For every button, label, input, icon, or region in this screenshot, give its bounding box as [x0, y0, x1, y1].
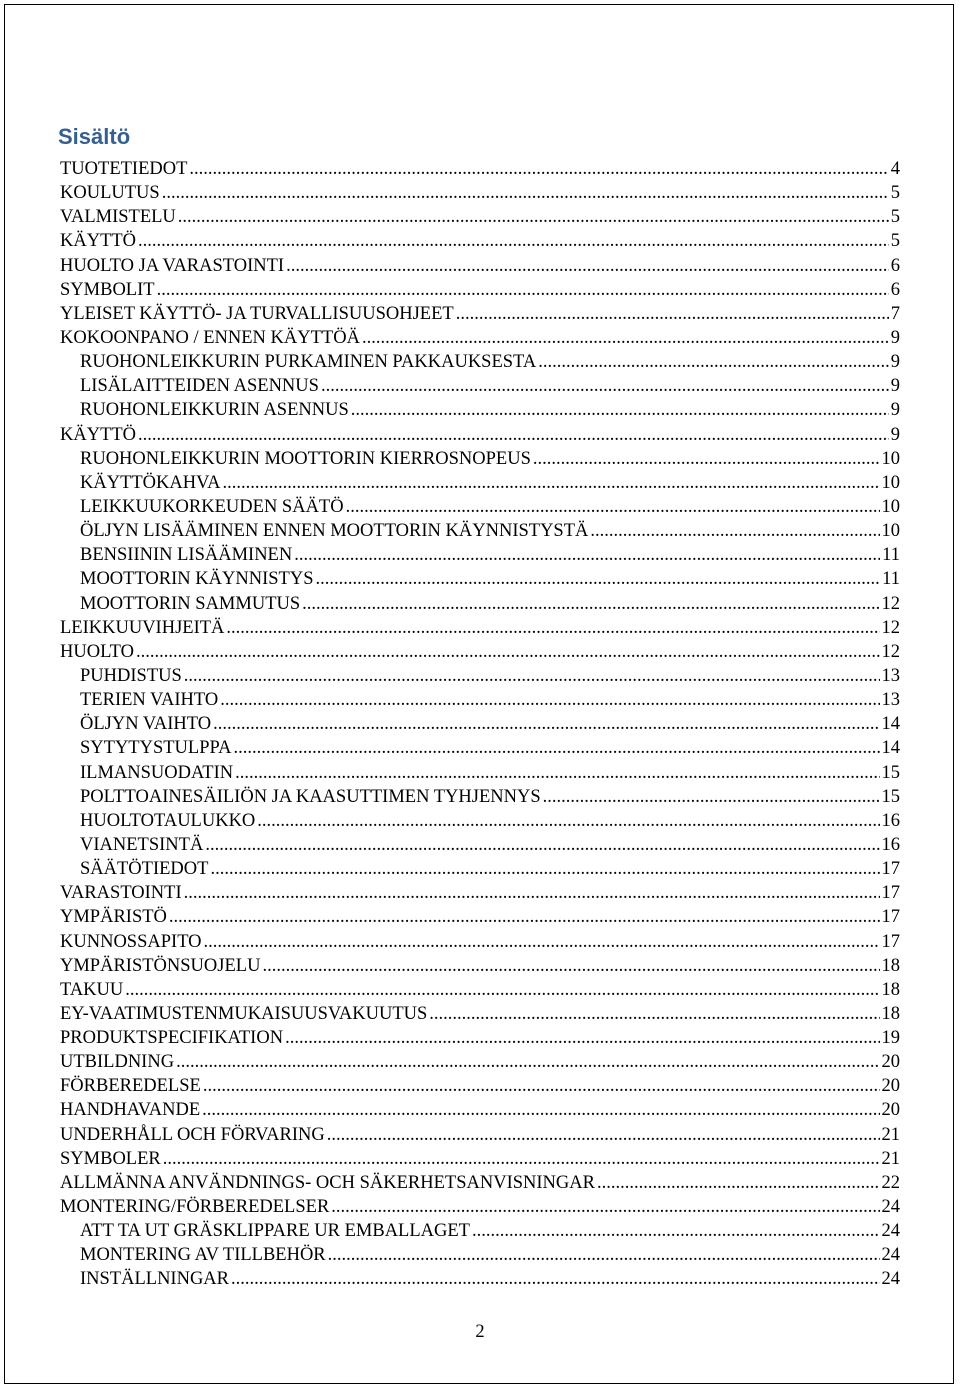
toc-entry-label: BENSIININ LISÄÄMINEN	[80, 545, 293, 566]
toc-dot-leader	[346, 495, 880, 519]
toc-entry-page: 19	[881, 1028, 900, 1049]
toc-dot-leader	[302, 592, 879, 616]
toc-entry-label: ILMANSUODATIN	[80, 762, 234, 783]
toc-dot-leader	[163, 1147, 880, 1171]
toc-entry-page: 6	[890, 255, 900, 276]
toc-entry-page: 14	[881, 714, 900, 735]
toc-entry-page: 17	[881, 907, 900, 928]
toc-entry[interactable]	[60, 423, 900, 447]
toc-entry-label: MOOTTORIN KÄYNNISTYS	[80, 569, 314, 590]
toc-entry[interactable]	[60, 592, 900, 616]
toc-entry-page: 15	[881, 762, 900, 783]
toc-entry-label: ATT TA UT GRÄSKLIPPARE UR EMBALLAGET	[80, 1221, 470, 1242]
toc-dot-leader	[213, 712, 879, 736]
toc-dot-leader	[456, 302, 889, 326]
toc-entry-label: RUOHONLEIKKURIN ASENNUS	[80, 400, 349, 421]
toc-entry-page: 18	[881, 979, 900, 1000]
toc-entry-page: 24	[881, 1269, 900, 1290]
toc-entry-page: 24	[881, 1197, 900, 1218]
toc-dot-leader	[429, 1002, 879, 1026]
toc-entry[interactable]	[60, 1050, 900, 1074]
toc-entry[interactable]	[60, 567, 900, 591]
toc-dot-leader	[590, 519, 879, 543]
toc-entry-page: 24	[881, 1245, 900, 1266]
toc-entry[interactable]	[60, 1026, 900, 1050]
toc-dot-leader	[138, 229, 889, 253]
toc-dot-leader	[138, 423, 889, 447]
toc-entry-label: KOULUTUS	[60, 183, 160, 204]
toc-entry-page: 10	[881, 448, 900, 469]
toc-dot-leader	[257, 809, 879, 833]
toc-entry[interactable]	[60, 1171, 900, 1195]
toc-entry-page: 17	[881, 931, 900, 952]
toc-dot-leader	[184, 881, 880, 905]
toc-entry[interactable]	[60, 833, 900, 857]
toc-entry-page: 10	[881, 521, 900, 542]
toc-entry-label: SYMBOLIT	[60, 279, 155, 300]
toc-dot-leader	[362, 326, 889, 350]
toc-dot-leader	[472, 1219, 880, 1243]
toc-entry-page: 18	[881, 955, 900, 976]
toc-dot-leader	[262, 954, 879, 978]
toc-entry-label: ÖLJYN LISÄÄMINEN ENNEN MOOTTORIN KÄYNNISTYSTÄ	[80, 521, 589, 542]
toc-dot-leader	[226, 616, 879, 640]
toc-entry-label: TAKUU	[60, 979, 124, 1000]
toc-entry[interactable]	[60, 978, 900, 1002]
toc-entry[interactable]	[60, 857, 900, 881]
toc-entry-label: FÖRBEREDELSE	[60, 1076, 201, 1097]
toc-dot-leader	[157, 278, 889, 302]
toc-entry-label: ÖLJYN VAIHTO	[80, 714, 212, 735]
toc-entry[interactable]	[60, 229, 900, 253]
toc-entry-label: SYTYTYSTULPPA	[80, 738, 232, 759]
toc-dot-leader	[204, 930, 880, 954]
toc-entry-page: 9	[890, 424, 900, 445]
toc-dot-leader	[203, 1074, 880, 1098]
toc-entry-page: 5	[890, 207, 900, 228]
toc-entry[interactable]	[60, 205, 900, 229]
toc-dot-leader	[327, 1123, 880, 1147]
toc-entry-label: MONTERING AV TILLBEHÖR	[80, 1245, 326, 1266]
toc-entry-page: 9	[890, 352, 900, 373]
toc-dot-leader	[285, 1026, 879, 1050]
toc-entry[interactable]	[60, 374, 900, 398]
toc-entry[interactable]	[60, 278, 900, 302]
toc-entry[interactable]	[60, 447, 900, 471]
toc-entry[interactable]	[60, 1267, 900, 1291]
toc-entry-label: KOKOONPANO / ENNEN KÄYTTÖÄ	[60, 327, 360, 348]
toc-entry-label: LISÄLAITTEIDEN ASENNUS	[80, 376, 319, 397]
toc-dot-leader	[331, 1195, 879, 1219]
toc-dot-leader	[328, 1243, 880, 1267]
toc-entry[interactable]	[60, 736, 900, 760]
toc-entry-label: KUNNOSSAPITO	[60, 931, 202, 952]
toc-entry-page: 20	[881, 1052, 900, 1073]
toc-entry-label: SYMBOLER	[60, 1148, 161, 1169]
toc-dot-leader	[189, 157, 888, 181]
toc-dot-leader	[176, 1050, 879, 1074]
toc-entry-page: 11	[882, 545, 900, 566]
toc-entry[interactable]	[60, 254, 900, 278]
toc-dot-leader	[543, 785, 880, 809]
toc-entry[interactable]	[60, 616, 900, 640]
toc-entry-label: ALLMÄNNA ANVÄNDNINGS- OCH SÄKERHETSANVISNINGAR	[60, 1172, 595, 1193]
toc-dot-leader	[222, 471, 879, 495]
toc-entry[interactable]	[60, 350, 900, 374]
toc-entry-page: 12	[881, 641, 900, 662]
toc-entry-label: UNDERHÅLL OCH FÖRVARING	[60, 1124, 325, 1145]
toc-entry-page: 17	[881, 859, 900, 880]
toc-entry-page: 10	[881, 496, 900, 517]
toc-entry-page: 10	[881, 472, 900, 493]
toc-dot-leader	[233, 736, 879, 760]
toc-entry-page: 9	[890, 327, 900, 348]
toc-entry[interactable]	[60, 302, 900, 326]
toc-entry-label: EY-VAATIMUSTENMUKAISUUSVAKUUTUS	[60, 1003, 428, 1024]
toc-entry-page: 18	[881, 1003, 900, 1024]
toc-entry[interactable]	[60, 495, 900, 519]
toc-dot-leader	[235, 761, 879, 785]
toc-entry-page: 17	[881, 883, 900, 904]
toc-entry-label: KÄYTTÖ	[60, 231, 137, 252]
toc-entry-page: 21	[881, 1124, 900, 1145]
toc-entry-page: 20	[881, 1100, 900, 1121]
toc-entry[interactable]	[60, 1074, 900, 1098]
toc-entry[interactable]	[60, 664, 900, 688]
toc-dot-leader	[125, 978, 879, 1002]
toc-entry[interactable]	[60, 1219, 900, 1243]
toc-entry-label: SÄÄTÖTIEDOT	[80, 859, 209, 880]
toc-entry[interactable]	[60, 181, 900, 205]
toc-entry-page: 5	[890, 231, 900, 252]
toc-entry-label: YLEISET KÄYTTÖ- JA TURVALLISUUSOHJEET	[60, 303, 454, 324]
toc-entry[interactable]	[60, 326, 900, 350]
toc-entry[interactable]	[60, 1243, 900, 1267]
toc-entry-label: YMPÄRISTÖNSUOJELU	[60, 955, 261, 976]
toc-entry[interactable]	[60, 785, 900, 809]
toc-entry-label: RUOHONLEIKKURIN MOOTTORIN KIERROSNOPEUS	[80, 448, 531, 469]
toc-entry-page: 14	[881, 738, 900, 759]
toc-entry-page: 21	[881, 1148, 900, 1169]
toc-dot-leader	[178, 205, 889, 229]
toc-dot-leader	[315, 567, 880, 591]
toc-entry-page: 12	[881, 593, 900, 614]
toc-entry-page: 20	[881, 1076, 900, 1097]
toc-entry-label: MONTERING/FÖRBEREDELSER	[60, 1197, 330, 1218]
toc-entry-page: 13	[881, 690, 900, 711]
toc-entry[interactable]	[60, 688, 900, 712]
toc-entry[interactable]	[60, 1123, 900, 1147]
toc-entry-label: UTBILDNING	[60, 1052, 175, 1073]
toc-entry-label: LEIKKUUKORKEUDEN SÄÄTÖ	[80, 496, 344, 517]
toc-entry[interactable]	[60, 1195, 900, 1219]
toc-entry-label: HUOLTO	[60, 641, 135, 662]
toc-dot-leader	[202, 1098, 879, 1122]
toc-entry-label: LEIKKUUVIHJEITÄ	[60, 617, 225, 638]
toc-entry-label: HUOLTOTAULUKKO	[80, 810, 256, 831]
toc-entry-label: MOOTTORIN SAMMUTUS	[80, 593, 301, 614]
toc-entry-page: 24	[881, 1221, 900, 1242]
toc-dot-leader	[169, 905, 880, 929]
toc-entry[interactable]	[60, 809, 900, 833]
toc-dot-leader	[294, 543, 880, 567]
toc-entry-page: 22	[881, 1172, 900, 1193]
toc-entry[interactable]	[60, 519, 900, 543]
toc-dot-leader	[231, 1267, 879, 1291]
toc-entry-label: PUHDISTUS	[80, 665, 182, 686]
toc-dot-leader	[205, 833, 879, 857]
toc-entry-label: POLTTOAINESÄILIÖN JA KAASUTTIMEN TYHJENNYS	[80, 786, 541, 807]
toc-dot-leader	[351, 398, 889, 422]
toc-entry-label: KÄYTTÖ	[60, 424, 137, 445]
toc-entry-page: 12	[881, 617, 900, 638]
table-of-contents	[60, 157, 900, 1292]
toc-entry[interactable]	[60, 543, 900, 567]
toc-entry-label: KÄYTTÖKAHVA	[80, 472, 221, 493]
toc-entry-label: PRODUKTSPECIFIKATION	[60, 1028, 284, 1049]
toc-entry-label: TUOTETIEDOT	[60, 159, 188, 179]
toc-entry-label: VALMISTELU	[60, 207, 176, 228]
toc-dot-leader	[220, 688, 879, 712]
toc-entry[interactable]	[60, 712, 900, 736]
toc-entry[interactable]	[60, 398, 900, 422]
toc-dot-leader	[210, 857, 879, 881]
toc-entry-page: 11	[882, 569, 900, 590]
toc-entry[interactable]	[60, 954, 900, 978]
toc-entry-page: 15	[881, 786, 900, 807]
toc-dot-leader	[533, 447, 880, 471]
toc-entry-page: 5	[890, 183, 900, 204]
toc-entry-page: 6	[890, 279, 900, 300]
toc-entry-label: RUOHONLEIKKURIN PURKAMINEN PAKKAUKSESTA	[80, 352, 537, 373]
toc-entry-page: 9	[890, 400, 900, 421]
toc-entry-label: YMPÄRISTÖ	[60, 907, 167, 928]
toc-dot-leader	[321, 374, 889, 398]
toc-entry[interactable]	[60, 471, 900, 495]
toc-entry-page: 16	[881, 810, 900, 831]
toc-entry-label: TERIEN VAIHTO	[80, 690, 219, 711]
toc-entry-label: VIANETSINTÄ	[80, 834, 204, 855]
toc-entry-page: 9	[890, 376, 900, 397]
toc-entry[interactable]	[60, 640, 900, 664]
toc-entry-label: HUOLTO JA VARASTOINTI	[60, 255, 285, 276]
toc-dot-leader	[597, 1171, 880, 1195]
toc-entry[interactable]	[60, 1147, 900, 1171]
toc-entry[interactable]	[60, 1098, 900, 1122]
toc-entry-page: 4	[890, 159, 900, 179]
toc-entry[interactable]	[60, 157, 900, 181]
toc-heading: Sisältö	[58, 124, 131, 149]
toc-dot-leader	[286, 254, 889, 278]
toc-entry-page: 13	[881, 665, 900, 686]
toc-entry[interactable]	[60, 1002, 900, 1026]
toc-entry-label: VARASTOINTI	[60, 883, 182, 904]
page-number: 2	[475, 1322, 485, 1342]
toc-entry-page: 7	[890, 303, 900, 324]
toc-dot-leader	[162, 181, 889, 205]
toc-dot-leader	[136, 640, 879, 664]
toc-entry[interactable]	[60, 881, 900, 905]
toc-dot-leader	[184, 664, 880, 688]
toc-entry[interactable]	[60, 905, 900, 929]
toc-entry[interactable]	[60, 930, 900, 954]
toc-entry-label: INSTÄLLNINGAR	[80, 1269, 230, 1290]
toc-dot-leader	[538, 350, 889, 374]
toc-entry[interactable]	[60, 761, 900, 785]
toc-entry-label: HANDHAVANDE	[60, 1100, 201, 1121]
toc-entry-page: 16	[881, 834, 900, 855]
